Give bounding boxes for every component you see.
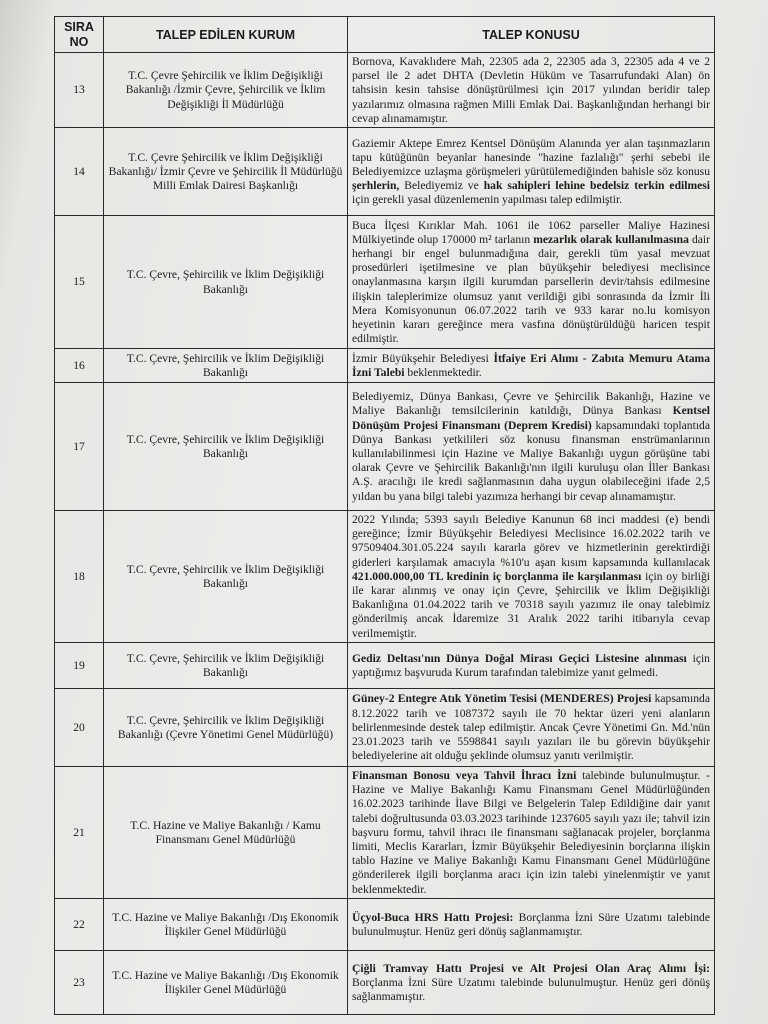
topic-text-segment: dair herhangi bir engel bulunmadığına dair, gerekli tüm yasal mevzuat prosedürleri işetilmesine ve plan büyükşehir belediyesi meclisince onaylanmasına karşın ilgili kurumdan parsellerin devir/tahsis edilmesine ilişkin taleplerimize olumsuz yanıt verildiği gibi sonrasında da İzmir İli Mera Komisyonunun 06.07.2022 tarih ve 933 karar no.lu komisyon heyetinin kararı gereğince mera vasfına dönüştürüldüğü haricen tespit edilmiştir. [352,232,710,346]
row-institution: T.C. Çevre, Şehircilik ve İklim Değişikliği Bakanlığı [104,216,348,349]
table-row [55,766,715,898]
row-number: 23 [55,950,104,1014]
topic-bold-segment: Güney-2 Entegre Atık Yönetim Tesisi (MENDERES) Projesi [352,692,652,706]
row-number: 17 [55,383,104,511]
table-row [55,128,715,216]
row-institution: T.C. Çevre, Şehircilik ve İklim Değişikliği Bakanlığı (Çevre Yönetimi Genel Müdürlüğü) [104,688,348,766]
row-number: 21 [55,766,104,898]
topic-text-segment: Gaziemir Aktepe Emrez Kentsel Dönüşüm Alanında yer alan taşınmazların tapu kütüğünün beyanlar hanesinde "hazine fazlalığı" şerhi sebebi ile Belediyemizce uzlaşma görüşmeleri yürütülemediğinden bahisle söz konusu [352,136,710,178]
row-number: 18 [55,511,104,643]
row-institution: T.C. Hazine ve Maliye Bakanlığı /Dış Ekonomik İlişkiler Genel Müdürlüğü [104,950,348,1014]
row-number: 14 [55,128,104,216]
row-request-topic [348,688,715,766]
topic-text-segment: Borçlanma İzni Süre Uzatımı talebinde bulunulmuştur. Henüz geri dönüş sağlanmamıştır. [352,910,710,938]
table-row [55,898,715,950]
row-number: 15 [55,216,104,349]
table-row [55,349,715,383]
row-request-topic [348,53,715,128]
row-number: 20 [55,688,104,766]
row-institution: T.C. Çevre, Şehircilik ve İklim Değişikliği Bakanlığı [104,642,348,688]
topic-bold-segment: Kentsel Dönüşüm Projesi Finansmanı (Deprem Kredisi) [352,404,710,432]
topic-text-segment: Belediyemiz, Dünya Bankası, Çevre ve Şehircilik Bakanlığı, Hazine ve Maliye Bakanlığı temsilcilerinin katıldığı, Dünya Bankası [352,390,710,418]
table-row [55,642,715,688]
row-institution: T.C. Hazine ve Maliye Bakanlığı /Dış Ekonomik İlişkiler Genel Müdürlüğü [104,898,348,950]
table-row [55,53,715,128]
topic-text-segment: kapsamındaki toplantıda Dünya Bankası yetkilileri söz konusu finansman enstrümanlarının kullanılabilinmesi için Hazine ve Maliye Bakanlığı uygun görüşüne tabi olarak Çevre ve Şehircilik Bakanlığı'nın ilgili kuruluşu olan İller Bankası A.Ş. aracılığı ile kredi sağlanmasının daha uygun olabileceğini ifade 2,5 yıldan bu yana bilgi talebi yazımıza herhangi bir cevap alınamamıştır. [352,418,710,503]
table-row [55,950,715,1014]
topic-bold-segment: 421.000.000,00 TL kredinin iç borçlanma ile karşılanması [352,569,642,583]
table-body [55,53,715,1015]
topic-text-segment: beklenmektedir. [404,366,482,380]
row-request-topic [348,642,715,688]
row-request-topic [348,128,715,216]
row-institution: T.C. Hazine ve Maliye Bakanlığı / Kamu Finansmanı Genel Müdürlüğü [104,766,348,898]
topic-text-segment: Belediyemiz ve [399,179,484,193]
topic-text-segment: için oy birliği ile karar alınmış ve onay için Çevre, Şehircilik ve İklim Değişikliği Bakanlığına 01.04.2022 tarih ve 70318 sayılı yazımız ile onay talebimiz gönderilmiş ancak İdaremize 31 Aralık 2022 tarihi itibarıyla cevap verilmemiştir. [352,569,710,640]
row-request-topic [348,383,715,511]
row-institution: T.C. Çevre, Şehircilik ve İklim Değişikliği Bakanlığı [104,383,348,511]
row-institution: T.C. Çevre Şehircilik ve İklim Değişikliği Bakanlığı/ İzmir Çevre ve Şehircilik İl Müdürlüğü Milli Emlak Dairesi Başkanlığı [104,128,348,216]
topic-text-segment: kapsamında 8.12.2022 tarih ve 1087372 sayılı ile 70 hektar üzeri yeni alanların belirlenmesinde destek talep edilmiştir. Ancak Çevre Yönetimi Gn. Md.'nün 23.01.2023 tarih ve 5598841 sayılı yazıları ile bu görevin büyükşehir belediyelerine ait olduğu şeklinde olumsuz yanıtı verilmiştir. [352,692,710,763]
row-institution: T.C. Çevre Şehircilik ve İklim Değişikliği Bakanlığı /İzmir Çevre, Şehircilik ve İklim Değişikliği İl Müdürlüğü [104,53,348,128]
topic-bold-segment: Üçyol-Buca HRS Hattı Projesi: [352,910,514,924]
row-number: 16 [55,349,104,383]
row-request-topic [348,349,715,383]
topic-bold-segment: Gediz Deltası'nın Dünya Doğal Mirası Geçici Listesine alınması [352,651,687,665]
table-row [55,216,715,349]
row-request-topic [348,898,715,950]
topic-text-segment: İzmir Büyükşehir Belediyesi [352,351,494,365]
table-row [55,688,715,766]
table-row [55,511,715,643]
row-number: 22 [55,898,104,950]
request-table [54,16,715,1015]
row-request-topic [348,950,715,1014]
topic-bold-segment: mezarlık olarak kullanılmasına [533,232,689,246]
header-sira-no: SIRA NO [55,17,104,53]
table-header [55,17,715,53]
row-number: 19 [55,642,104,688]
row-request-topic [348,766,715,898]
topic-text-segment: için yaptığımız başvuruda Kurum tarafından talebimize yanıt gelmedi. [352,651,710,679]
topic-bold-segment: şerhlerin, [352,179,400,193]
table-row [55,383,715,511]
topic-text-segment: için gerekli yasal düzenlemenin yapılması talep edilmiştir. [352,193,623,207]
topic-text-segment: 2022 Yılında; 5393 sayılı Belediye Kanunun 68 inci maddesi (e) bendi gereğince; İzmir Büyükşehir Belediyesi Meclisince 16.02.2022 tarih ve 97509404.301.05.224 sayılı kararla görev ve hizmetlerinin gerektirdiği giderleri karşılamak amacıyla %10'u aşan kısım kapsamında kullanılacak [352,513,710,569]
row-institution: T.C. Çevre, Şehircilik ve İklim Değişikliği Bakanlığı [104,349,348,383]
topic-bold-segment: Finansman Bonosu veya Tahvil İhracı İzni [352,768,577,782]
row-number: 13 [55,53,104,128]
header-talep-edilen-kurum: TALEP EDİLEN KURUM [104,17,348,53]
row-request-topic [348,216,715,349]
topic-bold-segment: hak sahipleri lehine bedelsiz terkin edilmesi [483,179,711,193]
topic-text-segment: Borçlanma İzni Süre Uzatımı talebinde bulunulmuştur. Henüz geri dönüş sağlanmamıştır. [352,975,710,1003]
topic-bold-segment: İtfaiye Eri Alımı - Zabıta Memuru Atama İzni Talebi [352,351,710,380]
topic-bold-segment: Çiğli Tramvay Hattı Projesi ve Alt Projesi Olan Araç Alımı İşi: [352,961,710,975]
topic-text-segment: talebinde bulunulmuştur. - Hazine ve Maliye Bakanlığı Kamu Finansmanı Genel Müdürlüğünden 16.02.2023 tarihinde İlave Bilgi ve Belgelerin Talep Edildiğine dair yanıt talebi doğrultusunda 03.03.2023 tarihinde 1237605 sayılı yazı ile; tahvil izin başvuru formu, tahvil ihracı ile finansmanı sağlanacak projeler, borçlanma limiti, Meclis Kararları, İzmir Büyükşehir Belediyesinin borçlarına ilişkin tablo Hazine ve Maliye Bakanlığı Kamu Finansmanı Genel Müdürlüğüne gönderilerek ilgili borçlanma aracı için izin talebi yinelenmiştir ve yanıt beklenmektedir. [352,768,710,896]
row-institution: T.C. Çevre, Şehircilik ve İklim Değişikliği Bakanlığı [104,511,348,643]
topic-text-segment: Bornova, Kavaklıdere Mah, 22305 ada 2, 22305 ada 3, 22305 ada 4 ve 2 parsel ile 2 adet DHTA (Devletin Hüküm ve Tasarrufundaki Alan) ön tahsisin kesin tahsise dönüştürülmesi için 2017 yılından beridir talep yazılarımız olmasına rağmen Milli Emlak Dai. Başkanlığından herhangi bir cevap alınamamıştır. [352,55,710,125]
row-request-topic [348,511,715,643]
header-talep-konusu: TALEP KONUSU [348,17,715,53]
topic-text-segment: Buca İlçesi Kırıklar Mah. 1061 ile 1062 parseller Maliye Hazinesi Mülkiyetinde olup 170000 m² tarlanın [352,218,710,246]
